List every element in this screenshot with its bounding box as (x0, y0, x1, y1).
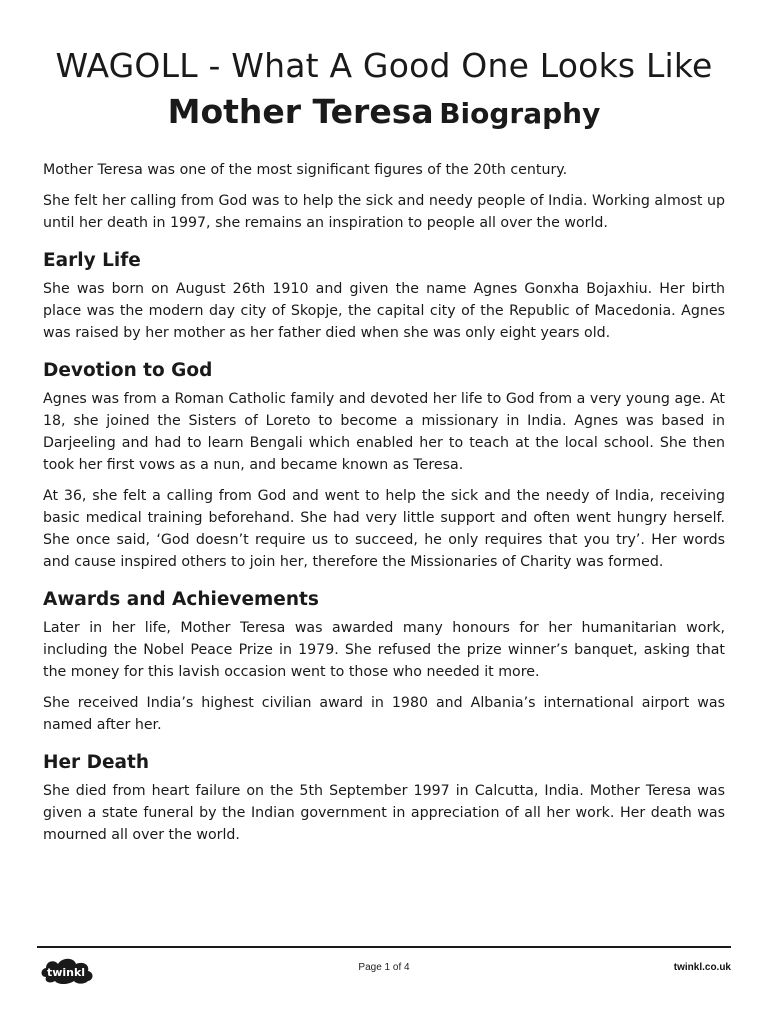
subtitle-name: Mother Teresa (167, 92, 434, 131)
document-body (43, 159, 725, 855)
page-title: WAGOLL - What A Good One Looks Like (55, 46, 713, 85)
section-heading-early-life: Early Life (43, 250, 141, 271)
section-heading-death: Her Death (43, 752, 149, 773)
page-number: Page 1 of 4 (358, 962, 410, 973)
logo-text: twinkl (46, 966, 86, 979)
intro-paragraph: Mother Teresa was one of the most significant figures of the 20th century. (43, 162, 568, 178)
section-heading-devotion: Devotion to God (43, 360, 213, 381)
document-header (0, 44, 768, 140)
section-paragraph: Agnes was from a Roman Catholic family and devoted her life to God from a very young age. At 18, she joined the Sisters of Loreto to become a missionary in India. Agnes was based in Darjeeling and had to learn Bengali which enabled her to teach at the local school. She then took her first vows as a nun, and became known as Teresa. (43, 391, 725, 473)
section-paragraph: She received India’s highest civilian award in 1980 and Albania’s international airport was named after her. (43, 695, 725, 733)
section-paragraph: She was born on August 26th 1910 and given the name Agnes Gonxha Bojaxhiu. Her birth place was the modern day city of Skopje, the capital city of the Republic of Macedonia. Agnes was raised by her mother as her father died when she was only eight years old. (43, 281, 725, 341)
section-paragraph: Later in her life, Mother Teresa was awarded many honours for her humanitarian work, including the Nobel Peace Prize in 1979. She refused the prize winner’s banquet, asking that the money for this lavish occasion went to those who needed it more. (43, 620, 725, 680)
section-heading-awards: Awards and Achievements (43, 589, 319, 610)
subtitle-word: Biography (439, 97, 601, 130)
section-paragraph: She died from heart failure on the 5th September 1997 in Calcutta, India. Mother Teresa was given a state funeral by the Indian government in appreciation of all her work. Her death was mourned all over the world. (43, 783, 725, 843)
page-subtitle (0, 90, 768, 140)
section-paragraph: At 36, she felt a calling from God and went to help the sick and the needy of India, receiving basic medical training beforehand. She had very little support and often went hungry herself. She once said, ‘God doesn’t require us to succeed, he only requires that you try’. Her words and cause inspired others to join her, therefore the Missionaries of Charity was formed. (43, 488, 725, 570)
footer-divider (37, 946, 731, 948)
site-url: twinkl.co.uk (673, 962, 731, 973)
intro-paragraph: She felt her calling from God was to help the sick and needy people of India. Working almost up until her death in 1997, she remains an inspiration to people all over the world. (43, 193, 725, 231)
